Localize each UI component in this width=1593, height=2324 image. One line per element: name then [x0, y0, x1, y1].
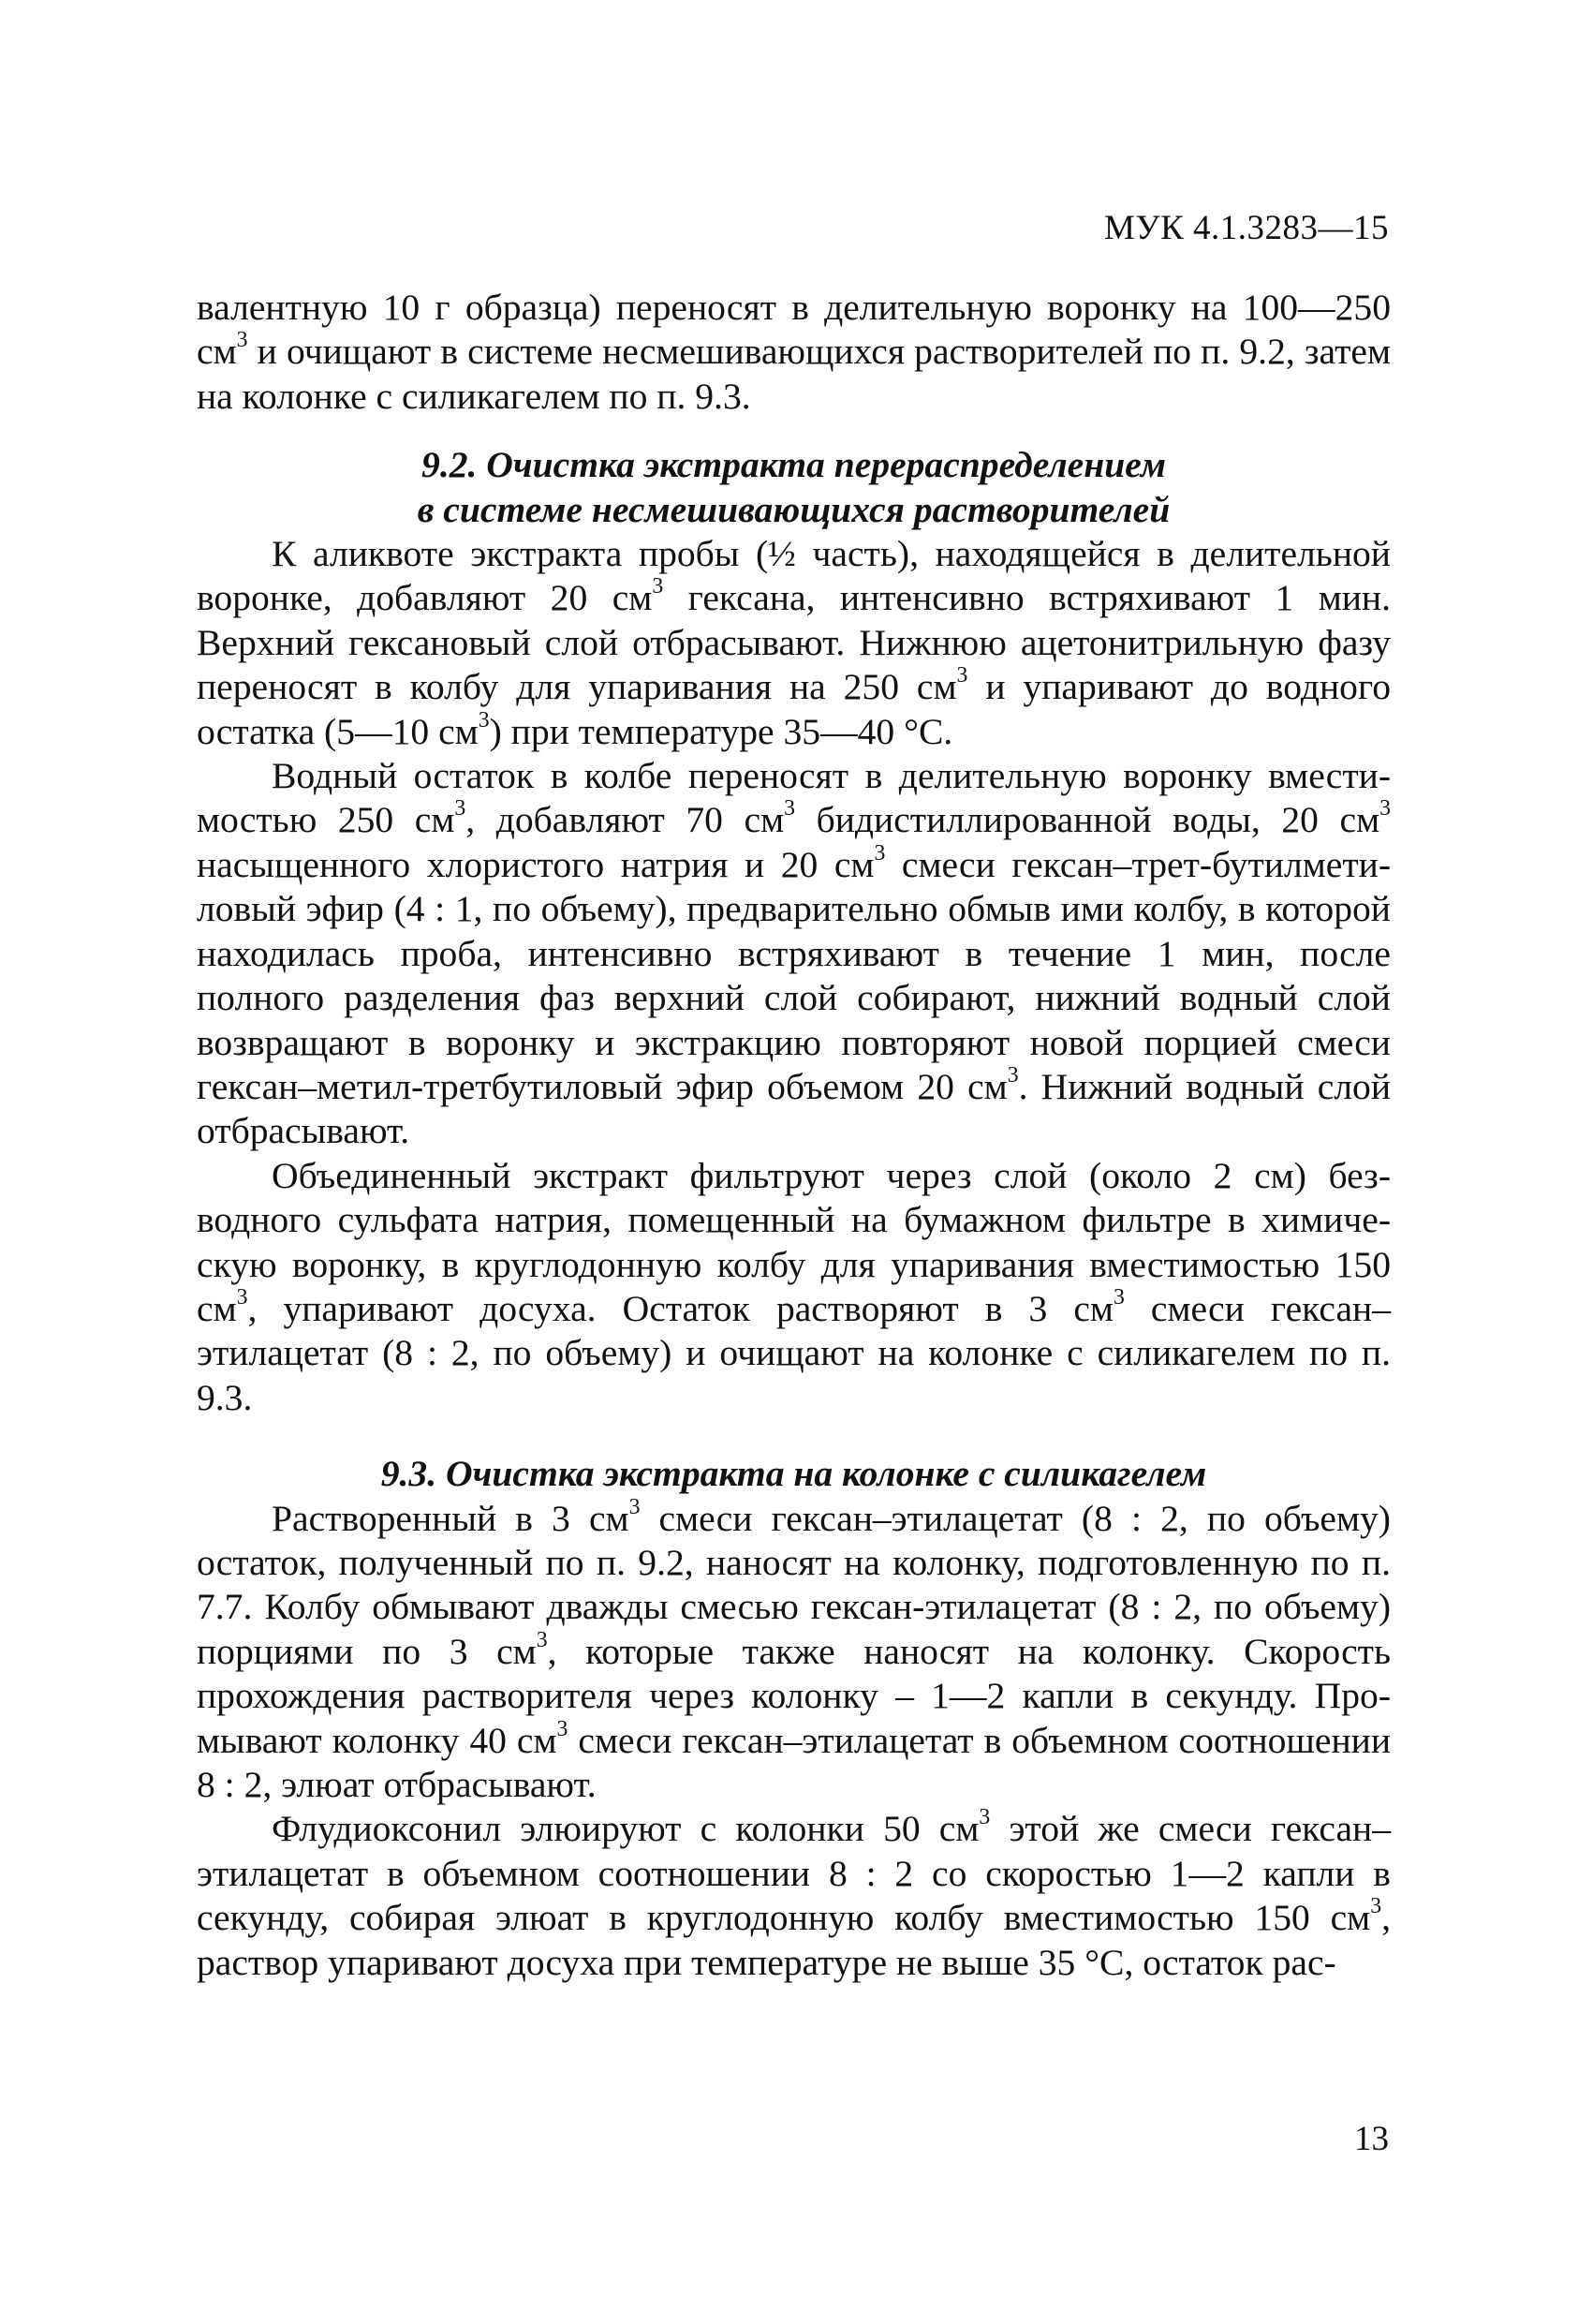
section-9-3-paragraph-1: Растворенный в 3 $см^3$ смеси гексан–этилацетат (8 : 2, по объему) остаток, полученный по п. 9.2, наносят на колонку, подготовленную по п. 7.7. Колбу обмывают дважды смесью гексан-этилацетат (8 : 2, по объему) порциями по 3 $см^3$, которые также наносят на колонку. Скорость прохождения растворителя через колонку – 1—2 капли в секунду. Промывают колонку 40 $см^3$ смеси гексан–этилацетат в объемном соотношении 8 : 2, элюат отбрасывают.: [197, 1494, 1392, 1805]
section-9-2-paragraph-2: Водный остаток в колбе переносят в делительную воронку вместимостью 250 $см^3$, добавляют 70 $см^3$ бидистиллированной воды, 20 $см^3$ насыщенного хлористого натрия и 20 $см^3$ смеси гексан–трет-бутилметиловый эфир (4 : 1, по объему), предварительно обмыв ими колбу, в которой находилась проба, интенсивно встряхивают в течение 1 мин, после полного разделения фаз верхний слой собирают, нижний водный слой возвращают в воронку и экстракцию повторяют новой порцией смеси гексан–метил-третбутиловый эфир объемом 20 $см^3$. Нижний водный слой отбрасывают.: [197, 755, 1392, 1152]
section-9-2-title: [197, 443, 1391, 532]
intro-paragraph: валентную 10 г образца) переносят в делительную воронку на 100—250 $см^3$ и очищают в системе несмешивающихся растворителей по п. 9.2, затем на колонке с силикагелем по п. 9.3.: [197, 287, 1391, 417]
section-9-2-title-line1: 9.2. Очистка экстракта перераспределением: [421, 444, 1166, 486]
section-9-2: [197, 443, 1391, 1420]
section-9-3-title: 9.3. Очистка экстракта на колонке с силикагелем: [380, 1453, 1207, 1495]
section-9-2-title-line2: в системе несмешивающихся растворителей: [417, 488, 1171, 530]
document-code-header: МУК 4.1.3283—15: [1103, 209, 1389, 247]
section-9-2-paragraph-3: Объединенный экстракт фильтруют через слой (около 2 см) безводного сульфата натрия, помещенный на бумажном фильтре в химическую воронку, в круглодонную колбу для упаривания вместимостью 150 $см^3$, упаривают досуха. Остаток растворяют в 3 $см^3$ смеси гексан–этилацетат (8 : 2, по объему) и очищают на колонке с силикагелем по п. 9.3.: [197, 1154, 1391, 1418]
page-number: 13: [1354, 2120, 1389, 2158]
section-9-3: [197, 1452, 1391, 1985]
section-9-3-paragraph-2: Флудиоксонил элюируют с колонки 50 $см^3$ этой же смеси гексан–этилацетат в объемном соотношении 8 : 2 со скоростью 1—2 капли в секунду, собирая элюат в круглодонную колбу вместимостью 150 $см^3$, раствор упаривают досуха при температуре не выше 35 °С, остаток рас-: [197, 1805, 1392, 1983]
page-body: [197, 286, 1391, 1985]
section-9-2-paragraph-1: К аликвоте экстракта пробы (½ часть), находящейся в делительной воронке, добавляют 20 $см^3$ гексана, интенсивно встряхивают 1 мин. Верхний гексановый слой отбрасывают. Нижнюю ацетонитрильную фазу переносят в колбу для упаривания на 250 $см^3$ и упаривают до водного остатка (5—10 $см^3$) при температуре 35—40 °С.: [197, 533, 1391, 752]
